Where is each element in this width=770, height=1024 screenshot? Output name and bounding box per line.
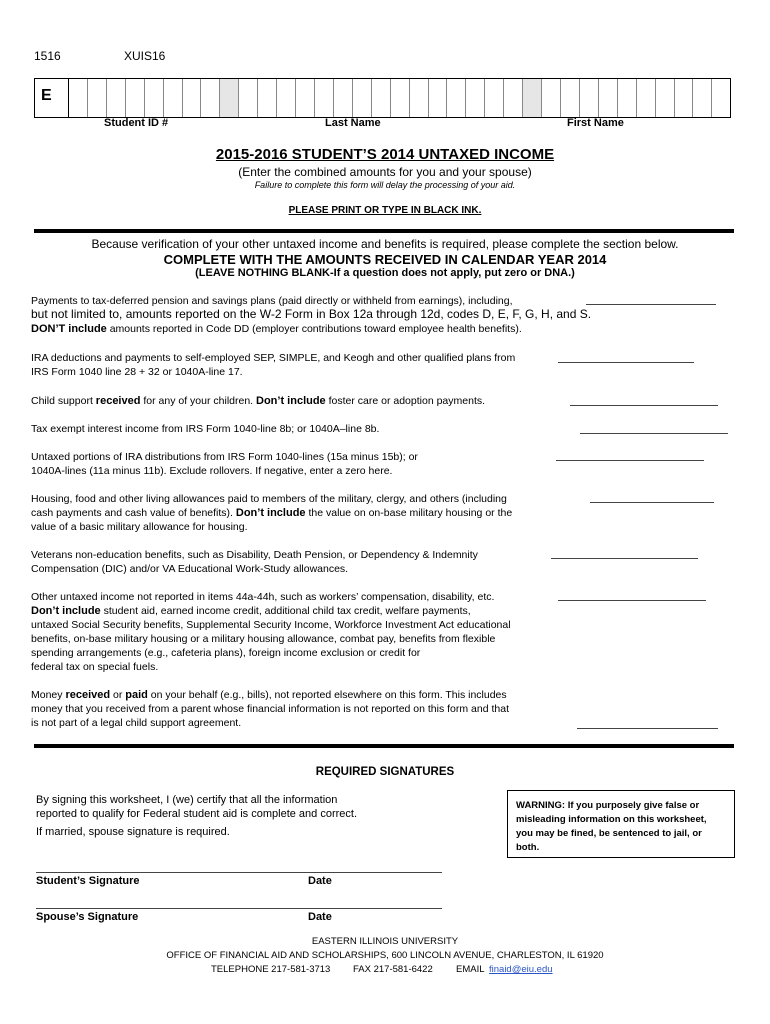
item-text: untaxed Social Security benefits, Supplemental Security Income, Workforce Investment Act educational	[31, 619, 511, 631]
page-subtitle: (Enter the combined amounts for you and your spouse)	[238, 165, 532, 179]
warning-box: WARNING: If you purposely give false or misleading information on this worksheet, you may be fined, be sentenced to jail, or both.	[507, 790, 735, 858]
intro-instruction: (LEAVE NOTHING BLANK-If a question does not apply, put zero or DNA.)	[195, 267, 575, 279]
item-text: Child support	[31, 395, 96, 407]
item-text: value of a basic military allowance for housing.	[31, 521, 248, 533]
first-name-label: First Name	[567, 117, 624, 129]
first-name-box[interactable]	[542, 79, 561, 117]
item-text: student aid, earned income credit, additional child tax credit, welfare payments,	[100, 605, 471, 617]
last-name-box[interactable]	[277, 79, 296, 117]
item-bold: received	[65, 689, 111, 701]
last-name-box[interactable]	[391, 79, 410, 117]
id-box[interactable]	[126, 79, 145, 117]
last-name-box[interactable]	[258, 79, 277, 117]
item-text: federal tax on special fuels.	[31, 661, 159, 673]
id-separator-box	[220, 79, 239, 117]
item-text: Untaxed portions of IRA distributions from IRS Form 1040-lines (15a minus 15b); or	[31, 451, 418, 463]
amount-field-money-received[interactable]	[577, 728, 718, 729]
item-text: for any of your children.	[140, 395, 257, 407]
item-text: the value on on-base military housing or the	[305, 507, 513, 519]
date-label: Date	[308, 911, 332, 923]
id-box[interactable]	[107, 79, 126, 117]
last-name-box[interactable]	[447, 79, 466, 117]
date-label: Date	[308, 875, 332, 887]
ink-instruction: PLEASE PRINT OR TYPE IN BLACK INK.	[288, 205, 482, 216]
footer-email-label: EMAIL	[456, 964, 485, 975]
first-name-box[interactable]	[580, 79, 599, 117]
id-prefix: E	[35, 79, 69, 117]
item-bold: Don’t include	[235, 507, 306, 519]
item-text: Other untaxed income not reported in items 44a-44h, such as workers’ compensation, disability, etc.	[31, 591, 495, 603]
item-bold: Don’t include	[256, 395, 326, 407]
certification-text: reported to qualify for Federal student aid is complete and correct.	[36, 808, 358, 820]
item-text: Money	[31, 689, 66, 701]
item-text: or	[110, 689, 126, 701]
spouse-requirement: If married, spouse signature is required.	[36, 826, 230, 838]
item-text: on your behalf (e.g., bills), not reported elsewhere on this form. This includes	[147, 689, 507, 701]
footer-email-link[interactable]: finaid@eiu.edu	[489, 964, 553, 975]
item-bold: DON’T include	[31, 323, 107, 335]
amount-field-tax-exempt[interactable]	[580, 433, 728, 434]
spouse-signature-label: Spouse’s Signature	[36, 911, 139, 923]
amount-field-child-support[interactable]	[570, 405, 718, 406]
item-text: Veterans non-education benefits, such as Disability, Death Pension, or Dependency & Indemnity	[31, 549, 478, 561]
item-text: amounts reported in Code DD (employer contributions toward employee health benefits).	[106, 323, 522, 335]
last-name-box[interactable]	[239, 79, 258, 117]
item-money-received	[31, 688, 561, 703]
delay-note: Failure to complete this form will delay the processing of your aid.	[254, 180, 516, 190]
first-name-box[interactable]	[618, 79, 637, 117]
form-code-xuis: XUIS16	[124, 49, 166, 63]
item-text: but not limited to, amounts reported on the W-2 Form in Box 12a through 12d, codes D, E, F, G, H, and S.	[31, 307, 592, 321]
divider-top	[34, 229, 734, 233]
first-name-box[interactable]	[637, 79, 656, 117]
item-text: Compensation (DIC) and/or VA Educational Work-Study allowances.	[31, 563, 349, 575]
id-box[interactable]	[145, 79, 164, 117]
amount-field-pension[interactable]	[586, 304, 716, 305]
student-id-grid	[34, 78, 731, 118]
last-name-box[interactable]	[429, 79, 448, 117]
last-name-box[interactable]	[410, 79, 429, 117]
student-id-label: Student ID #	[104, 117, 169, 129]
id-box[interactable]	[88, 79, 107, 117]
last-name-box[interactable]	[504, 79, 523, 117]
last-name-box[interactable]	[334, 79, 353, 117]
first-name-box[interactable]	[599, 79, 618, 117]
first-name-box[interactable]	[561, 79, 580, 117]
first-name-box[interactable]	[712, 79, 730, 117]
divider-bottom	[34, 744, 734, 748]
item-text: is not part of a legal child support agreement.	[31, 717, 242, 729]
amount-field-ira-distributions[interactable]	[556, 460, 704, 461]
item-bold: received	[95, 395, 141, 407]
id-box[interactable]	[201, 79, 220, 117]
last-name-box[interactable]	[466, 79, 485, 117]
item-bold: paid	[125, 689, 148, 701]
id-box[interactable]	[164, 79, 183, 117]
item-text: money that you received from a parent whose financial information is not reported on this form and that	[31, 703, 510, 715]
name-separator-box	[523, 79, 542, 117]
amount-field-veterans[interactable]	[551, 558, 698, 559]
item-other-untaxed	[31, 604, 561, 619]
item-text: Tax exempt interest income from IRS Form 1040-line 8b; or 1040A–line 8b.	[31, 423, 380, 435]
first-name-box[interactable]	[656, 79, 675, 117]
student-signature-label: Student’s Signature	[36, 875, 140, 887]
footer-fax: FAX 217-581-6422	[353, 964, 433, 975]
item-child-support	[31, 394, 561, 409]
item-text: spending arrangements (e.g., cafeteria plans), foreign income exclusion or credit for	[31, 647, 421, 659]
student-signature-field[interactable]	[36, 872, 442, 873]
first-name-box[interactable]	[693, 79, 712, 117]
item-text: 1040A-lines (11a minus 11b). Exclude rollovers. If negative, enter a zero here.	[31, 465, 393, 477]
footer-telephone: TELEPHONE 217-581-3713	[211, 964, 331, 975]
item-text	[31, 322, 631, 337]
item-bold: Don’t include	[31, 605, 101, 617]
last-name-box[interactable]	[353, 79, 372, 117]
last-name-box[interactable]	[485, 79, 504, 117]
signatures-heading: REQUIRED SIGNATURES	[315, 766, 455, 778]
page-title: 2015-2016 STUDENT’S 2014 UNTAXED INCOME	[215, 146, 555, 163]
certification-text: By signing this worksheet, I (we) certify that all the information	[36, 794, 338, 806]
item-text: IRS Form 1040 line 28 + 32 or 1040A-line 17.	[31, 366, 243, 378]
footer-office: OFFICE OF FINANCIAL AID AND SCHOLARSHIPS, 600 LINCOLN AVENUE, CHARLESTON, IL 61920	[166, 950, 604, 961]
item-text: Housing, food and other living allowances paid to members of the military, clergy, and others (including	[31, 493, 507, 505]
item-housing-allowance	[31, 506, 571, 521]
last-name-box[interactable]	[372, 79, 391, 117]
footer-university: EASTERN ILLINOIS UNIVERSITY	[311, 936, 459, 947]
amount-field-ira[interactable]	[558, 362, 694, 363]
first-name-box[interactable]	[675, 79, 694, 117]
item-text: cash payments and cash value of benefits).	[31, 507, 236, 519]
form-code: 1516	[34, 49, 61, 63]
intro-text: Because verification of your other untaxed income and benefits is required, please complete the section below.	[91, 237, 679, 251]
id-box[interactable]	[69, 79, 88, 117]
item-text: IRA deductions and payments to self-employed SEP, SIMPLE, and Keogh and other qualified plans from	[31, 352, 516, 364]
item-text: Payments to tax-deferred pension and savings plans (paid directly or withheld from earnings), including,	[31, 295, 513, 307]
item-text: foster care or adoption payments.	[325, 395, 486, 407]
last-name-box[interactable]	[296, 79, 315, 117]
amount-field-other-untaxed[interactable]	[558, 600, 706, 601]
item-text: benefits, on-base military housing or a military housing allowance, combat pay, benefits from flexible	[31, 633, 496, 645]
last-name-label: Last Name	[325, 117, 381, 129]
last-name-box[interactable]	[315, 79, 334, 117]
amount-field-housing[interactable]	[590, 502, 714, 503]
spouse-signature-field[interactable]	[36, 908, 442, 909]
intro-heading: COMPLETE WITH THE AMOUNTS RECEIVED IN CALENDAR YEAR 2014	[163, 252, 607, 267]
id-box[interactable]	[183, 79, 202, 117]
